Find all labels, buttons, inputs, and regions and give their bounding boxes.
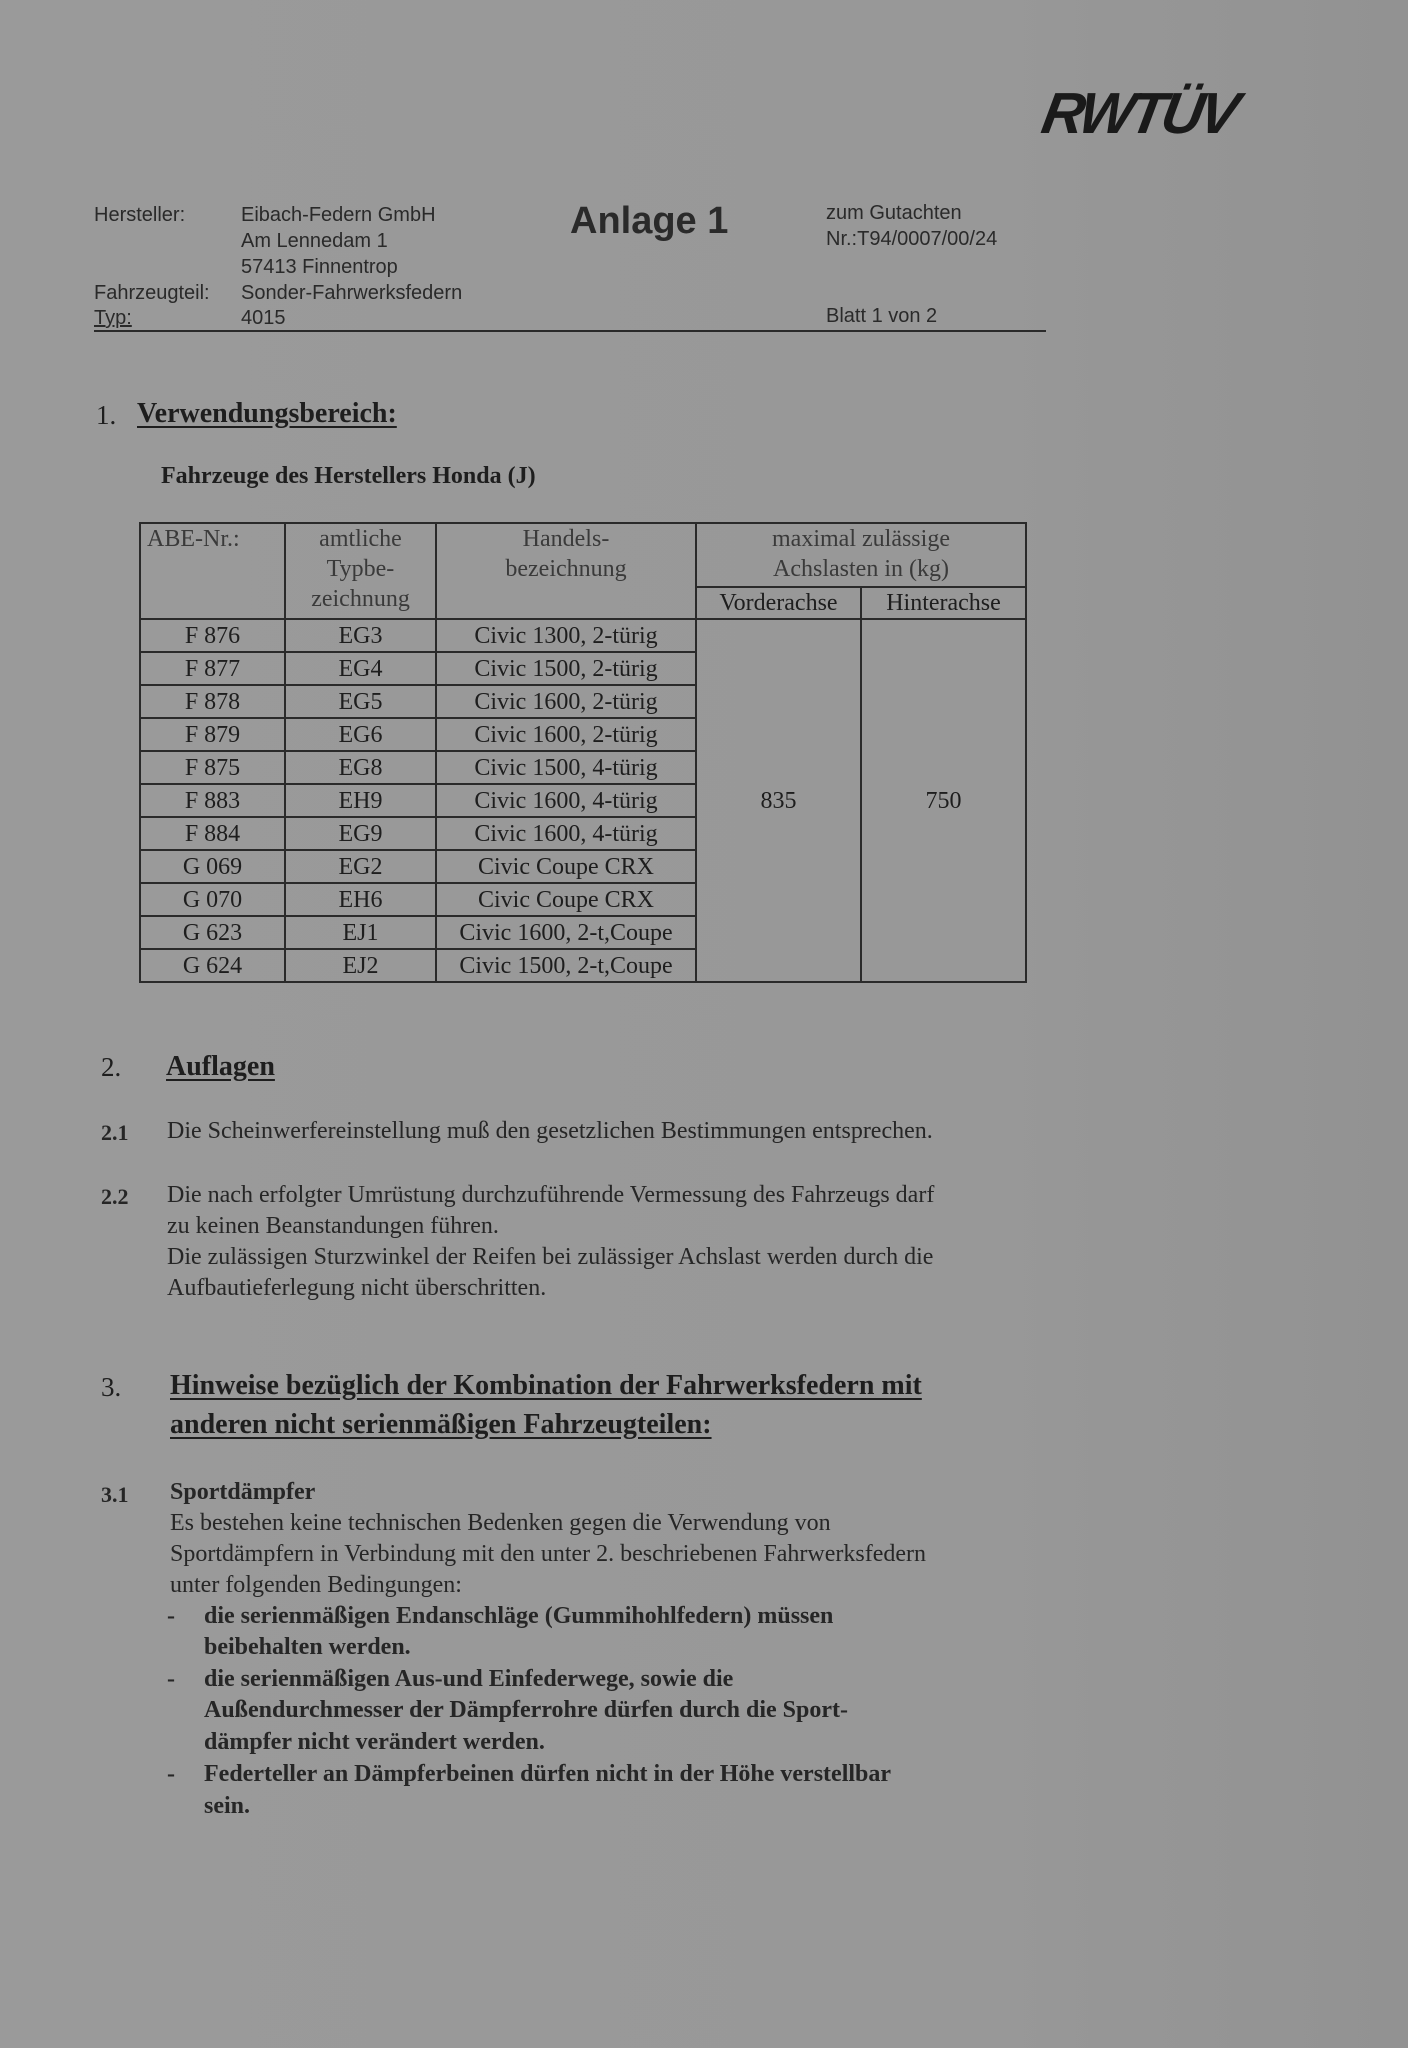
hersteller-label: Hersteller:	[94, 204, 186, 226]
header-vorderachse: Vorderachse	[696, 587, 861, 619]
hersteller-name: Eibach-Federn GmbH	[241, 204, 436, 226]
document-page: RWTÜV Hersteller: Eibach-Federn GmbH Am Lennedam 1 57413 Finnentrop Fahrzeugteil: Sonder-Fahrwerksfedern Typ: 4015 Anlage 1 zum Gutachten Nr.:T94/0007/00/24 Blatt 1 von 2 1. Verwendungsbereich: Fahrzeuge des Herstellers Honda (J) ABE-Nr.: amtliche Typbe- zeichnung Handels- bezeichnung maximal zulässige Achslasten in (kg) Vorderachse Hinterachse F 876 EG3 Civic 1300, 2-türig 835 750 F 877 EG4 Civic 1500, 2-türig F 878 EG5 Civic 1600, 2-türig F 879 EG6 Civic 1600, 2-türig F 875 EG8 Civic 1500, 4-türig F 883 EH9 Civic 1600, 4-türig F 884 EG9 Civic 1600, 4-türig G 069 EG2 Civic Coupe CRX G 070 EH6 Civic Coupe CRX G 623 EJ1 Civic 1600, 2-t,Coupe G 624 EJ2 Civic 1500, 2-t,Coupe 2. Auflagen 2.1 Die Scheinwerfereinstellung muß den gesetzlichen Bestimmungen entsprechen. 2.2 Die nach erfolgter Umrüstung durchzuführende Vermessung des Fahrzeugs darf zu keinen Beanstandungen führen. Die zulässigen Sturzwinkel der Reifen bei zulässiger Achslast werden durch die Aufbautieferlegung nicht überschritten. 3. Hinweise bezüglich der Kombination der Fahrwerksfedern mit anderen nicht serienmäßigen Fahrzeugteilen: 3.1 Sportdämpfer Es bestehen keine technischen Bedenken gegen die Verwendung von Sportdämpfern in Verbindung mit den unter 2. beschriebenen Fahrwerksfedern unter folgenden Bedingungen: - die serienmäßigen Endanschläge (Gummihohlfedern) müssen beibehalten werden. - die serienmäßigen Aus-und Einfederwege, sowie die Außendurchmesser der Dämpferrohre dürfen durch die Sport- dämpfer nicht verändert werden. - Federteller an Dämpferbeinen dürfen nicht in der Höhe verstellbar sein.	[0, 0, 1408, 2048]
abe-number-cell: F 877	[140, 652, 285, 685]
abe-number-cell: F 884	[140, 817, 285, 850]
abe-number-cell: F 875	[140, 751, 285, 784]
trade-name-cell: Civic 1600, 2-türig	[436, 685, 696, 718]
type-designation-cell: EG5	[285, 685, 436, 718]
trade-name-cell: Civic 1500, 2-türig	[436, 652, 696, 685]
section1-title: Verwendungsbereich:	[137, 398, 397, 429]
address-line2: 57413 Finnentrop	[241, 256, 398, 278]
fahrzeugteil-value: Sonder-Fahrwerksfedern	[241, 282, 463, 304]
para-2-2-line3: Die zulässigen Sturzwinkel der Reifen bei zulässiger Achslast werden durch die	[167, 1244, 934, 1270]
abe-number-cell: F 878	[140, 685, 285, 718]
para-2-2-line4: Aufbautieferlegung nicht überschritten.	[167, 1275, 547, 1301]
typ-label: Typ:	[94, 307, 132, 329]
type-designation-cell: EJ1	[285, 916, 436, 949]
para-3-1-number: 3.1	[101, 1482, 129, 1507]
rear-axle-load-cell: 750	[861, 619, 1026, 982]
anlage-title: Anlage 1	[570, 200, 729, 242]
type-designation-cell: EG3	[285, 619, 436, 652]
trade-name-cell: Civic 1500, 2-t,Coupe	[436, 949, 696, 982]
trade-name-cell: Civic Coupe CRX	[436, 883, 696, 916]
blatt-info: Blatt 1 von 2	[826, 305, 938, 327]
trade-name-cell: Civic 1500, 4-türig	[436, 751, 696, 784]
type-designation-cell: EG9	[285, 817, 436, 850]
address-line1: Am Lennedam 1	[241, 230, 388, 252]
section2-title: Auflagen	[166, 1051, 275, 1082]
header-abe: ABE-Nr.:	[140, 523, 285, 619]
trade-name-cell: Civic 1600, 2-t,Coupe	[436, 916, 696, 949]
vehicle-table	[139, 522, 1027, 983]
abe-number-cell: G 069	[140, 850, 285, 883]
abe-number-cell: G 070	[140, 883, 285, 916]
trade-name-cell: Civic 1300, 2-türig	[436, 619, 696, 652]
para-3-1-line3: unter folgenden Bedingungen:	[170, 1572, 462, 1598]
para-2-1-text: Die Scheinwerfereinstellung muß den gesetzlichen Bestimmungen entsprechen.	[167, 1118, 933, 1144]
header-typbezeichnung: amtliche Typbe- zeichnung	[285, 523, 436, 619]
section3-title-line2: anderen nicht serienmäßigen Fahrzeugteilen:	[170, 1409, 712, 1440]
para-2-2-line1: Die nach erfolgter Umrüstung durchzuführende Vermessung des Fahrzeugs darf	[167, 1182, 935, 1208]
section3-title-line1: Hinweise bezüglich der Kombination der Fahrwerksfedern mit	[170, 1370, 922, 1401]
abe-number-cell: F 879	[140, 718, 285, 751]
para-3-1-line2: Sportdämpfern in Verbindung mit den unter 2. beschriebenen Fahrwerksfedern	[170, 1541, 927, 1567]
header-hinterachse: Hinterachse	[861, 587, 1026, 619]
section1-subtitle: Fahrzeuge des Herstellers Honda (J)	[161, 463, 536, 489]
para-2-2-number: 2.2	[101, 1184, 129, 1209]
type-designation-cell: EH6	[285, 883, 436, 916]
type-designation-cell: EG4	[285, 652, 436, 685]
type-designation-cell: EG8	[285, 751, 436, 784]
abe-number-cell: F 883	[140, 784, 285, 817]
front-axle-load-cell: 835	[696, 619, 861, 982]
gutachten-number: Nr.:T94/0007/00/24	[826, 228, 998, 250]
header-achslasten: maximal zulässige Achslasten in (kg)	[696, 523, 1026, 587]
table-row	[140, 619, 1026, 652]
rwtuev-logo: RWTÜV	[1037, 81, 1241, 146]
para-2-2-line2: zu keinen Beanstandungen führen.	[167, 1213, 499, 1239]
header-handelsbezeichnung: Handels- bezeichnung	[436, 523, 696, 619]
abe-number-cell: G 624	[140, 949, 285, 982]
trade-name-cell: Civic 1600, 4-türig	[436, 817, 696, 850]
type-designation-cell: EJ2	[285, 949, 436, 982]
trade-name-cell: Civic 1600, 4-türig	[436, 784, 696, 817]
abe-number-cell: F 876	[140, 619, 285, 652]
gutachten-line1: zum Gutachten	[826, 202, 962, 224]
type-designation-cell: EG2	[285, 850, 436, 883]
type-designation-cell: EH9	[285, 784, 436, 817]
section1-number: 1.	[96, 400, 117, 430]
header-divider	[94, 330, 1046, 332]
typ-value: 4015	[241, 307, 286, 329]
para-3-1-line1: Es bestehen keine technischen Bedenken gegen die Verwendung von	[170, 1510, 831, 1536]
para-3-1-title: Sportdämpfer	[170, 1479, 316, 1505]
trade-name-cell: Civic 1600, 2-türig	[436, 718, 696, 751]
para-2-1-number: 2.1	[101, 1120, 129, 1145]
abe-number-cell: G 623	[140, 916, 285, 949]
trade-name-cell: Civic Coupe CRX	[436, 850, 696, 883]
fahrzeugteil-label: Fahrzeugteil:	[94, 282, 210, 304]
type-designation-cell: EG6	[285, 718, 436, 751]
section3-number: 3.	[101, 1372, 122, 1402]
section2-number: 2.	[101, 1052, 122, 1082]
